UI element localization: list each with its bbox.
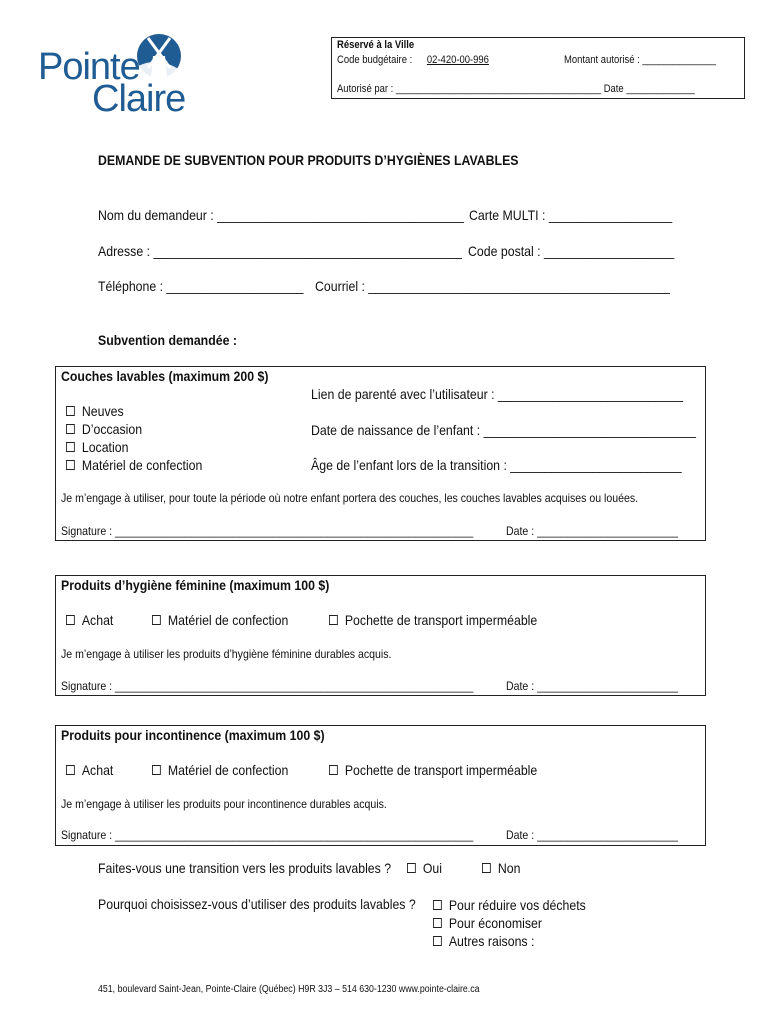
diapers-title: Couches lavables (maximum 200 $) <box>61 368 269 384</box>
logo-line2: Claire <box>92 78 186 120</box>
option-label: Non <box>497 860 521 876</box>
footer-address: 451, boulevard Saint-Jean, Pointe-Claire (Québec) H9R 3J3 – 514 630-1230 www.pointe-claire.ca <box>98 984 480 995</box>
why-option-other[interactable] <box>433 932 586 950</box>
feminine-signature-field[interactable]: Signature : _____________________________________________________________ <box>61 679 474 693</box>
option-label: Achat <box>81 612 114 628</box>
incontinence-option-waterproof-pouch[interactable] <box>329 762 537 778</box>
option-label: Matériel de confection <box>167 612 289 628</box>
why-option-save[interactable] <box>433 914 586 932</box>
option-used[interactable] <box>66 420 202 438</box>
transition-no[interactable] <box>482 860 520 876</box>
incontinence-option-purchase[interactable] <box>66 762 113 778</box>
incontinence-section <box>55 725 706 846</box>
email-field[interactable]: Courriel : ____________________________________________ <box>315 278 670 294</box>
checkbox[interactable] <box>66 424 75 434</box>
option-label: Achat <box>81 762 114 778</box>
diapers-signature-field[interactable]: Signature : _____________________________________________________________ <box>61 524 474 538</box>
checkbox[interactable] <box>152 765 161 775</box>
option-label: D’occasion <box>81 421 143 437</box>
why-options <box>433 896 607 950</box>
city-logo <box>38 26 188 120</box>
budget-label: Code budgétaire : <box>337 54 413 66</box>
diapers-birthdate-field[interactable]: Date de naissance de l’enfant : _______________________________ <box>311 422 696 438</box>
checkbox[interactable] <box>66 765 75 775</box>
checkbox[interactable] <box>433 936 442 946</box>
diapers-age-field[interactable]: Âge de l’enfant lors de la transition : _________________________ <box>311 457 682 473</box>
diapers-options <box>66 402 221 474</box>
incontinence-title: Produits pour incontinence (maximum 100 $) <box>61 727 325 743</box>
feminine-title: Produits d’hygiène féminine (maximum 100 $) <box>61 577 330 593</box>
form-title: DEMANDE DE SUBVENTION POUR PRODUITS D’HYGIÈNES LAVABLES <box>98 152 519 168</box>
option-label: Pour économiser <box>448 915 542 931</box>
option-rental[interactable] <box>66 438 202 456</box>
postal-code-field[interactable]: Code postal : ___________________ <box>468 243 675 259</box>
checkbox[interactable] <box>152 615 161 625</box>
logo-line1: Pointe <box>38 46 140 88</box>
why-option-waste[interactable] <box>433 896 586 914</box>
diapers-kinship-field[interactable]: Lien de parenté avec l’utilisateur : ___________________________ <box>311 386 683 402</box>
feminine-section <box>55 575 706 696</box>
multi-card-field[interactable]: Carte MULTI : __________________ <box>469 207 673 223</box>
diapers-section <box>55 366 706 541</box>
address-field[interactable]: Adresse : _____________________________________________ <box>98 243 462 259</box>
option-label: Neuves <box>81 403 124 419</box>
option-label: Pour réduire vos déchets <box>448 897 586 913</box>
checkbox[interactable] <box>66 615 75 625</box>
budget-code <box>337 54 501 66</box>
reserved-box <box>331 37 745 99</box>
checkbox[interactable] <box>482 863 491 873</box>
checkbox[interactable] <box>433 900 442 910</box>
option-label: Autres raisons : <box>448 933 535 949</box>
diapers-date-field[interactable]: Date : ________________________ <box>506 524 679 538</box>
option-label: Oui <box>422 860 443 876</box>
checkbox[interactable] <box>329 615 338 625</box>
subsidy-heading: Subvention demandée : <box>98 332 237 348</box>
checkbox[interactable] <box>329 765 338 775</box>
checkbox[interactable] <box>66 460 75 470</box>
option-label: Pochette de transport imperméable <box>344 612 538 628</box>
diapers-pledge: Je m’engage à utiliser, pour toute la période où notre enfant portera des couches, les couches lavables acquises ou louées. <box>61 491 639 505</box>
authorized-by: Autorisé par : _______________________________________ Date _____________ <box>337 83 695 95</box>
incontinence-pledge: Je m’engage à utiliser les produits pour incontinence durables acquis. <box>61 797 387 811</box>
why-question: Pourquoi choisissez-vous d’utiliser des produits lavables ? <box>98 896 416 912</box>
phone-field[interactable]: Téléphone : ____________________ <box>98 278 304 294</box>
feminine-option-waterproof-pouch[interactable] <box>329 612 537 628</box>
feminine-date-field[interactable]: Date : ________________________ <box>506 679 679 693</box>
feminine-pledge: Je m’engage à utiliser les produits d’hygiène féminine durables acquis. <box>61 647 392 661</box>
checkbox[interactable] <box>407 863 416 873</box>
applicant-name-field[interactable]: Nom du demandeur : ____________________________________ <box>98 207 464 223</box>
feminine-option-sewing-material[interactable] <box>152 612 288 628</box>
checkbox[interactable] <box>66 442 75 452</box>
feminine-option-purchase[interactable] <box>66 612 113 628</box>
option-label: Location <box>81 439 129 455</box>
option-new[interactable] <box>66 402 202 420</box>
option-label: Matériel de confection <box>81 457 203 473</box>
checkbox[interactable] <box>66 406 75 416</box>
incontinence-signature-field[interactable]: Signature : _____________________________________________________________ <box>61 828 474 842</box>
option-label: Pochette de transport imperméable <box>344 762 538 778</box>
transition-yes[interactable] <box>407 860 442 876</box>
checkbox[interactable] <box>433 918 442 928</box>
option-sewing-material[interactable] <box>66 456 202 474</box>
incontinence-option-sewing-material[interactable] <box>152 762 288 778</box>
option-label: Matériel de confection <box>167 762 289 778</box>
transition-question: Faites-vous une transition vers les produits lavables ? <box>98 860 392 876</box>
reserved-title: Réservé à la Ville <box>337 39 415 51</box>
budget-value: 02-420-00-996 <box>426 54 489 66</box>
amount-authorized: Montant autorisé : ______________ <box>564 54 717 66</box>
incontinence-date-field[interactable]: Date : ________________________ <box>506 828 679 842</box>
